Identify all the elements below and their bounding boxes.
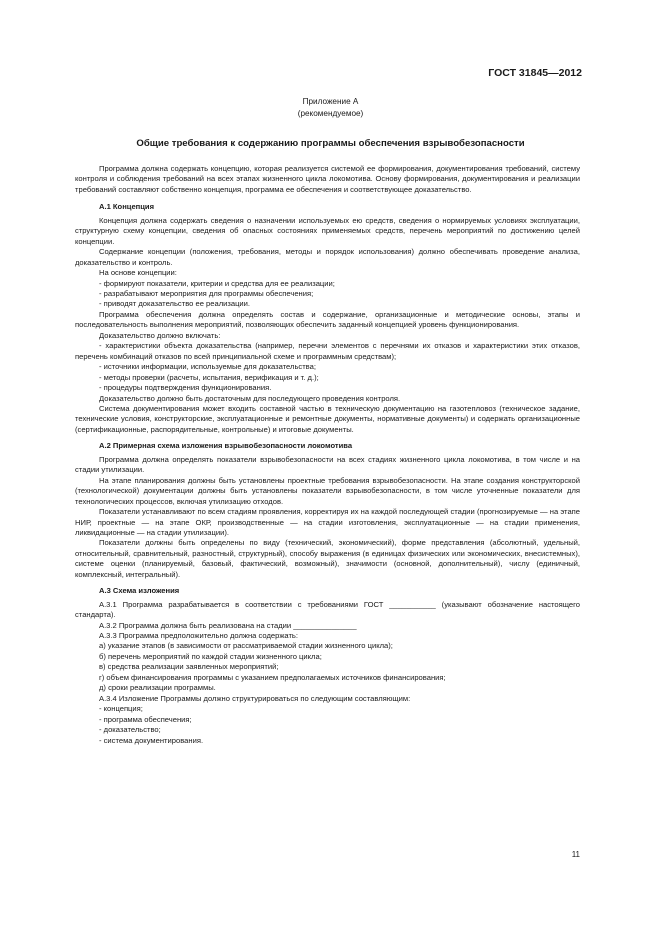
appendix-heading — [0, 96, 661, 120]
list-item: - характеристики объекта доказательства (например, перечни элементов с перечнями их отказов и характеристики этих отказов, перечень комбинаций отказов по всей принципиальной схеме и программным средствам); — [75, 341, 580, 361]
paragraph: На этапе планирования должны быть установлены проектные требования взрывобезопасности. На этапе создания конструкторской (технологической) документации должны быть установлены показатели взрывобезопасности, в том числе уточненные показатели для технологических процессов, включая утилизацию отходов. — [75, 475, 580, 506]
section-a2-heading: А.2 Примерная схема изложения взрывобезопасности локомотива — [99, 441, 353, 451]
list-item: д) сроки реализации программы. — [99, 683, 216, 693]
paragraph: Программа должна определять показатели взрывобезопасности на всех стадиях жизненного цикла локомотива, в том числе и на стадии утилизации. — [75, 454, 580, 475]
paragraph: Содержание концепции (положения, требования, методы и порядок использования) должно обеспечивать проведение анализа, доказательство и контроль. — [75, 247, 580, 267]
intro-paragraph: Программа должна содержать концепцию, которая реализуется системой ее формирования, документирования требований, систему контроля и соблюдения требований на всех этапах жизненного цикла локомотива. Основу формирования, документирования и реализации требований составляют собственно концепция, программа ее обеспечения и соответствующее доказательство. — [75, 164, 580, 194]
list-item: - источники информации, используемые для доказательства; — [99, 362, 316, 372]
list-item: - система документирования. — [99, 735, 204, 745]
section-a1-heading: А.1 Концепция — [99, 202, 155, 212]
appendix-subtitle: (рекомендуемое) — [297, 109, 364, 118]
document-body — [75, 164, 580, 746]
section-a3-heading: А.3 Схема изложения — [99, 586, 180, 596]
paragraph: Доказательство должно быть достаточным для последующего проведения контроля. — [99, 393, 401, 403]
list-item: - программа обеспечения; — [99, 714, 192, 724]
paragraph: Программа обеспечения должна определять состав и содержание, организационные и методические основы, этапы и последовательность выполнения мероприятий, позволяющих обеспечить заданный концепцией уровень функционирования. — [75, 309, 580, 330]
list-item: - методы проверки (расчеты, испытания, верификация и т. д.); — [99, 372, 319, 382]
list-item: г) объем финансирования программы с указанием предполагаемых источников финансирования; — [99, 672, 446, 682]
document-code: ГОСТ 31845—2012 — [488, 67, 582, 79]
paragraph: На основе концепции: — [99, 268, 177, 278]
paragraph: Показатели устанавливают по всем стадиям проявления, корректируя их на каждой последующей стадии (прогнозируемые — на этапе НИР, проектные — на этапе ОКР, производственные — на стадии изготовления, эксплуатационные — на стадии применения, ликвидационные — на стадии утилизации). — [75, 507, 580, 537]
document-title: Общие требования к содержанию программы обеспечения взрывобезопасности — [136, 138, 525, 149]
list-item: в) средства реализации заявленных мероприятий; — [99, 662, 279, 672]
paragraph: Показатели должны быть определены по виду (технический, экономический), форме представления (абсолютный, удельный, относительный, сравнительный, разностный, структурный), способу выражения (в единицах физических или экономических, внесистемных), системе оценки (планируемый, базовый, фактический, возможный), значимости (основной, дополнительный), числу (единичный, комплексный, интегральный). — [75, 538, 580, 579]
list-item: - концепция; — [99, 704, 143, 714]
list-item: а) указание этапов (в зависимости от рассматриваемой стадии жизненного цикла); — [99, 641, 393, 651]
paragraph: А.3.1 Программа разрабатывается в соответствии с требованиями ГОСТ ___________ (указывают обозначение настоящего стандарта). — [75, 599, 580, 620]
list-item: - формируют показатели, критерии и средства для ее реализации; — [99, 278, 335, 288]
paragraph: Концепция должна содержать сведения о назначении используемых ею средств, сведения о нормируемых условиях эксплуатации, структурную схему концепции, сведения об опасных состояниях применяемых средств, перечень мероприятий по достижению целей концепции. — [75, 215, 580, 246]
appendix-title: Приложение А — [302, 97, 359, 106]
paragraph: Система документирования может входить составной частью в техническую документацию на газотепловоз (техническое задание, технические условия, конструкторские, эксплуатационные и ремонтные документы, нормативные документы) и содержать организационные (сертификационные, распорядительные, контрольные) и итоговые документы. — [75, 403, 580, 434]
paragraph: Доказательство должно включать: — [99, 330, 221, 340]
page-number: 11 — [571, 850, 580, 859]
list-item: - разрабатывают мероприятия для программы обеспечения; — [99, 288, 314, 298]
paragraph: А.3.3 Программа предположительно должна содержать: — [99, 631, 299, 641]
list-item: - процедуры подтверждения функционирования. — [99, 383, 272, 393]
paragraph: А.3.2 Программа должна быть реализована на стадии _______________ — [99, 620, 357, 630]
list-item: - доказательство; — [99, 725, 161, 735]
paragraph: А.3.4 Изложение Программы должно структурироваться по следующим составляющим: — [99, 693, 411, 703]
list-item: б) перечень мероприятий по каждой стадии жизненного цикла; — [99, 651, 322, 661]
list-item: - приводят доказательство ее реализации. — [99, 299, 251, 309]
